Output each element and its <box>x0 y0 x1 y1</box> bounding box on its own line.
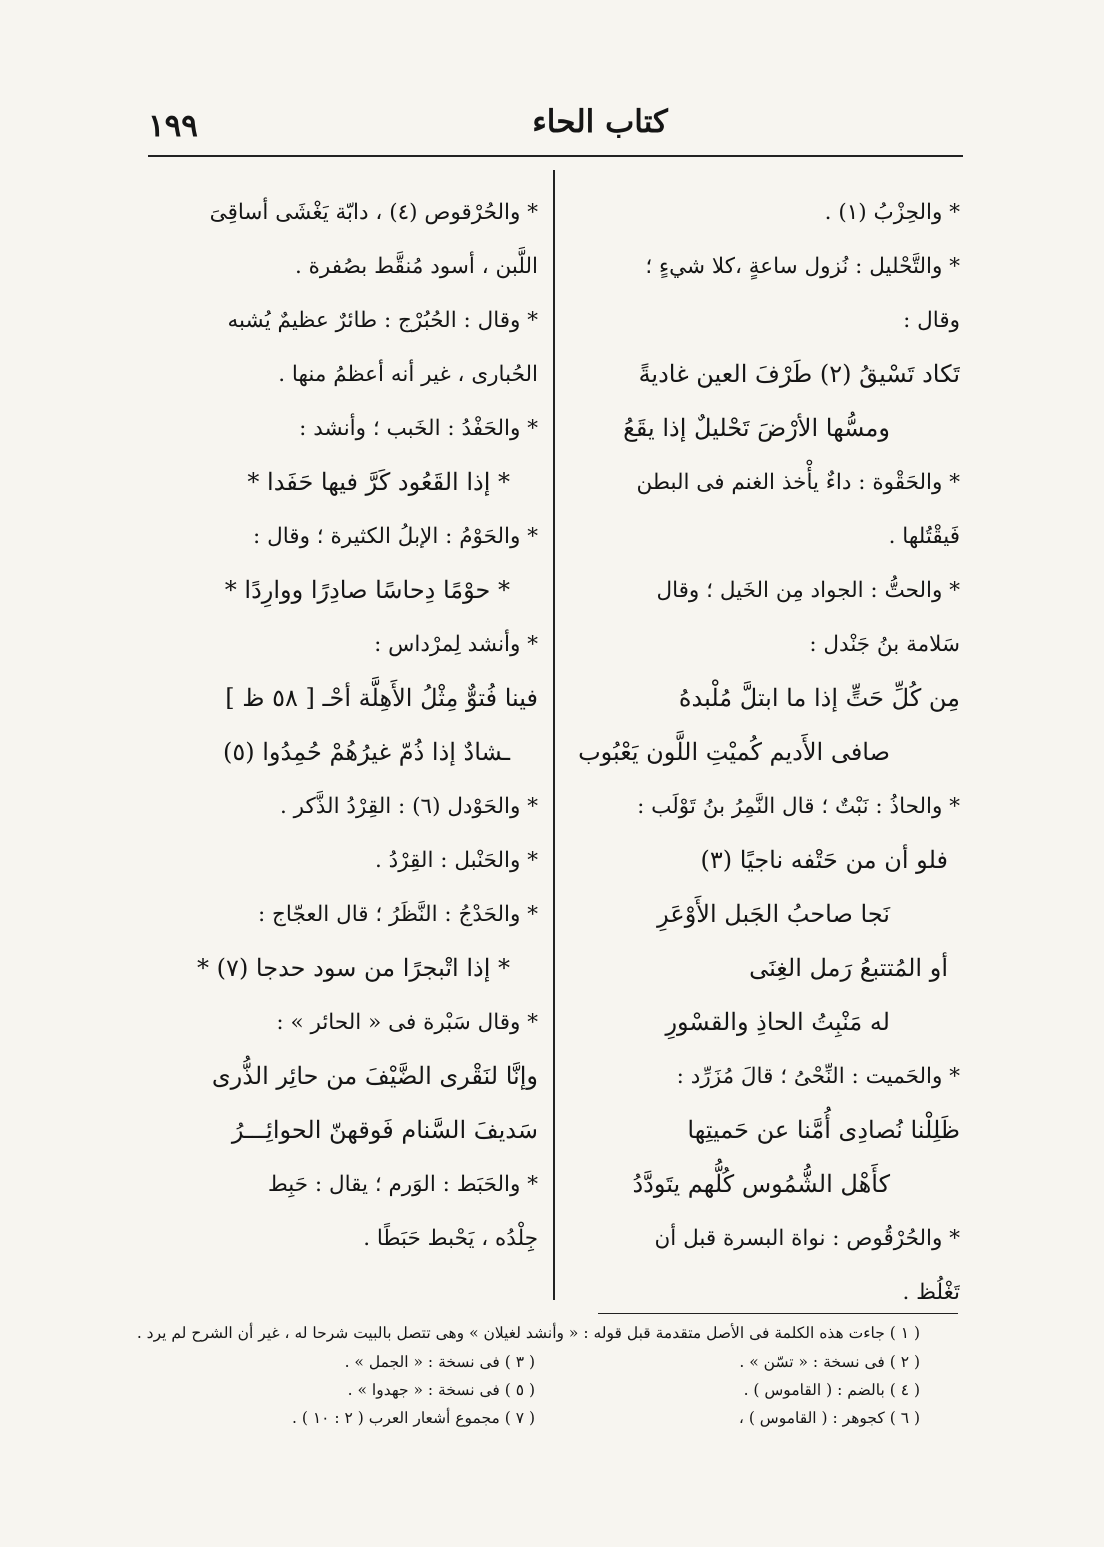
verse-line: أو المُتتبعُ رَمل الغِنَى <box>749 954 948 983</box>
text-line: * والحتُّ : الجواد مِن الخَيل ؛ وقال <box>656 577 960 603</box>
text-line: فَيقْتُلها . <box>888 523 960 549</box>
column-divider <box>553 170 555 1300</box>
footnote-5: ( ٥ ) فى نسخة : « جهدوا » . <box>347 1381 535 1399</box>
text-line: * وأنشد لِمرْداس : <box>374 631 538 657</box>
verse-line: فلو أن من حَتْفه ناجيًا (٣) <box>700 846 948 875</box>
text-line: * والتَّحْليل : نُزول ساعةٍ ،كلا شيءٍ ؛ <box>645 253 960 279</box>
verse-line: * إذا اتْبجرًا من سود حدجا (٧) * <box>197 954 510 983</box>
verse-line: نَجا صاحبُ الجَبل الأَوْعَرِ <box>657 900 890 929</box>
verse-line: ـشادٌ إذا ذُمّ غيرُهُمْ حُمِدُوا (٥) <box>222 738 510 767</box>
footnote-pair <box>150 1376 920 1404</box>
text-line: * والحَقْوة : داءٌ يأْخذ الغنم فى البطن <box>636 469 960 495</box>
text-line: * والحَوْدل (٦) : القِرْدُ الذَّكر . <box>279 793 538 819</box>
verse-line: تَكاد تَسْيقُ (٢) طَرْفَ العين غاديةً <box>638 360 960 389</box>
verse-line: ومسُّها الأرْضَ تَحْليلٌ إذا يقَعُ <box>623 414 890 443</box>
text-line: * والحَبَط : الوَرم ؛ يقال : حَبِط <box>267 1171 538 1197</box>
text-line: اللَّبن ، أسود مُنقَّط بصُفرة . <box>294 253 538 279</box>
text-line: * والحُرْقُوص : نواة البسرة قبل أن <box>654 1225 960 1251</box>
verse-line: مِن كُلِّ حَتٍّ إذا ما ابتلَّ مُلْبدهُ <box>678 684 960 713</box>
footnote-4: ( ٤ ) بالضم : ( القاموس ) . <box>743 1381 920 1399</box>
text-line: الحُبارى ، غير أنه أعظمُ منها . <box>278 361 538 387</box>
text-line: * وقال : الحُبُرْج : طائرٌ عظيمٌ يُشبه <box>227 307 538 333</box>
text-line: * والحَميت : النِّحْىُ ؛ قالَ مُزَرِّد : <box>676 1063 960 1089</box>
footnote-6: ( ٦ ) كجوهر : ( القاموس ) ، <box>738 1409 920 1427</box>
footnote-3: ( ٣ ) فى نسخة : « الجمل » . <box>344 1353 535 1371</box>
text-line: * والحاذُ : نَبْتٌ ؛ قال النَّمِرُ بنُ تَوْلَب : <box>637 793 960 819</box>
verse-line: وإنَّا لنَقْرى الضَّيْفَ من حائِر الذُّرى <box>211 1062 538 1091</box>
text-line: جِلْدُه ، يَحْبط حَبَطًا . <box>363 1225 538 1251</box>
verse-line: * حوْمًا دِحاسًا صادِرًا ووارِدًا * <box>224 576 510 605</box>
verse-line: صافى الأَديم كُميْتِ اللَّون يَعْبُوب <box>578 738 890 767</box>
footnote-1: ( ١ ) جاءت هذه الكلمة فى الأصل متقدمة قبل قوله : « وأنشد لغيلان » وهى تتصل بالبيت شرحا له ، غير أن الشرح لم يرد . <box>136 1324 920 1342</box>
footnote-rule <box>598 1313 958 1314</box>
text-line: * وقال سَبْرة فى « الحائر » : <box>276 1009 538 1035</box>
text-line: * والحُرْقوص (٤) ، دابّة يَغْشَى أساقِىَ <box>209 199 538 225</box>
text-line: تَغْلُظ . <box>902 1279 960 1305</box>
verse-line: كأَهْل الشُّمُوس كُلُّهم يتَودَّدُ <box>632 1170 890 1199</box>
text-line: * والحَنْبل : القِرْدُ . <box>374 847 538 873</box>
text-line: * والحَفْدُ : الخَبب ؛ وأنشد : <box>299 415 538 441</box>
text-line: * والحَدْجُ : النَّظَرُ ؛ قال العجّاج : <box>257 901 538 927</box>
verse-line: فينا فُتوٌّ مِثْلُ الأَهِلَّة أحْـ [ ٥٨ ظ ] <box>225 684 538 713</box>
right-column <box>570 186 960 1320</box>
running-title: كتاب الحاء <box>532 104 668 140</box>
verse-line: له مَنْبِتُ الحاذِ والقسْورِ <box>665 1008 890 1037</box>
footnote-7: ( ٧ ) مجموع أشعار العرب ( ٢ : ١٠ ) . <box>291 1409 535 1427</box>
footnote-pair <box>150 1404 920 1432</box>
page-number: ١٩٩ <box>148 108 198 144</box>
verse-line: * إذا القَعُود كَرَّ فيها حَفَدا * <box>247 468 510 497</box>
text-line: * والحَوْمُ : الإبلُ الكثيرة ؛ وقال : <box>253 523 538 549</box>
footnotes <box>136 1318 920 1432</box>
verse-line: سَديفَ السَّنام فَوقهنّ الحوائِـــرُ <box>231 1116 538 1145</box>
footnote-2: ( ٢ ) فى نسخة : « تسّن » . <box>739 1353 920 1371</box>
text-line: سَلامة بنُ جَنْدل : <box>809 631 960 657</box>
verse-line: ظَلِلْنا نُصادِى أُمَّنا عن حَميتِها <box>687 1116 960 1145</box>
left-column <box>150 186 538 1266</box>
text-line: * والحِزْبُ (١) . <box>824 199 960 225</box>
footnote-pair <box>150 1348 920 1376</box>
text-line: وقال : <box>903 307 960 333</box>
header-rule <box>148 155 963 157</box>
